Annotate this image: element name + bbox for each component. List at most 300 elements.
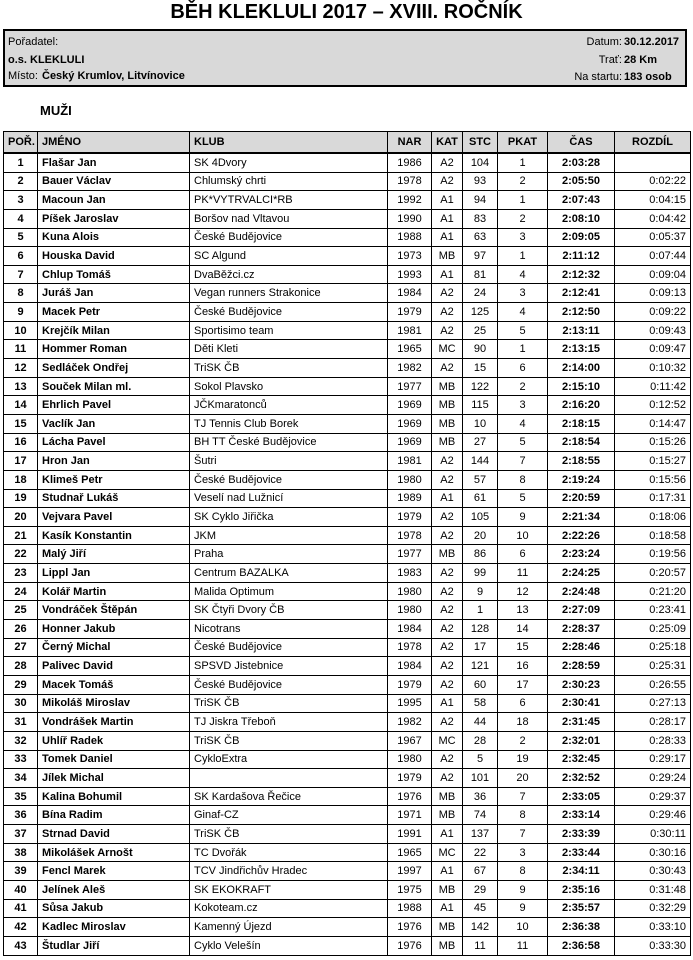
name-cell: Krejčík Milan [38, 321, 190, 340]
difference-cell: 0:10:32 [615, 359, 691, 378]
category-cell: A2 [432, 303, 463, 322]
category-cell: A2 [432, 564, 463, 583]
category-cell: A2 [432, 452, 463, 471]
category-cell: A2 [432, 508, 463, 527]
club-cell: PK*VYTRVALCI*RB [190, 191, 388, 210]
difference-cell: 0:09:47 [615, 340, 691, 359]
club-cell: CykloExtra [190, 750, 388, 769]
place-value: Český Krumlov, Litvínovice [42, 70, 185, 82]
category-rank-cell: 1 [498, 153, 548, 172]
category-rank-cell: 8 [498, 862, 548, 881]
category-cell: A2 [432, 321, 463, 340]
club-cell: České Budějovice [190, 470, 388, 489]
category-rank-cell: 6 [498, 545, 548, 564]
time-cell: 2:32:45 [548, 750, 615, 769]
table-row [4, 303, 691, 322]
table-row [4, 153, 691, 172]
category-rank-cell: 4 [498, 414, 548, 433]
start-number-cell: 15 [463, 359, 498, 378]
category-rank-cell: 19 [498, 750, 548, 769]
name-cell: Fencl Marek [38, 862, 190, 881]
time-cell: 2:31:45 [548, 713, 615, 732]
date-label: Datum: [586, 36, 622, 48]
category-cell: A2 [432, 601, 463, 620]
name-cell: Lácha Pavel [38, 433, 190, 452]
difference-cell: 0:04:42 [615, 209, 691, 228]
category-cell: MB [432, 396, 463, 415]
club-cell: TriSK ČB [190, 694, 388, 713]
difference-cell: 0:20:57 [615, 564, 691, 583]
starters-value: 183 osob [624, 71, 672, 83]
category-cell: A2 [432, 657, 463, 676]
name-cell: Jelínek Aleš [38, 880, 190, 899]
name-cell: Uhlíř Radek [38, 731, 190, 750]
time-cell: 2:27:09 [548, 601, 615, 620]
rank-cell: 3 [4, 191, 38, 210]
table-row [4, 657, 691, 676]
difference-cell: 0:27:13 [615, 694, 691, 713]
category-rank-cell: 3 [498, 843, 548, 862]
name-cell: Strnad David [38, 825, 190, 844]
category-cell: MB [432, 414, 463, 433]
difference-cell: 0:18:06 [615, 508, 691, 527]
rank-cell: 2 [4, 172, 38, 191]
category-cell: A1 [432, 694, 463, 713]
difference-cell: 0:25:09 [615, 620, 691, 639]
club-cell: BH TT České Budějovice [190, 433, 388, 452]
table-row [4, 936, 691, 955]
club-cell: Sokol Plavsko [190, 377, 388, 396]
start-number-cell: 81 [463, 265, 498, 284]
time-cell: 2:32:01 [548, 731, 615, 750]
start-number-cell: 121 [463, 657, 498, 676]
category-cell: A2 [432, 713, 463, 732]
birth-year-cell: 1965 [388, 843, 432, 862]
start-number-cell: 25 [463, 321, 498, 340]
table-row [4, 545, 691, 564]
table-row [4, 620, 691, 639]
start-number-cell: 60 [463, 675, 498, 694]
table-row [4, 321, 691, 340]
difference-cell: 0:02:22 [615, 172, 691, 191]
table-row [4, 638, 691, 657]
time-cell: 2:35:16 [548, 880, 615, 899]
birth-year-cell: 1992 [388, 191, 432, 210]
rank-cell: 13 [4, 377, 38, 396]
table-row [4, 508, 691, 527]
rank-cell: 6 [4, 247, 38, 266]
club-cell: Nicotrans [190, 620, 388, 639]
time-cell: 2:33:44 [548, 843, 615, 862]
birth-year-cell: 1976 [388, 918, 432, 937]
difference-cell: 0:12:52 [615, 396, 691, 415]
rank-cell: 22 [4, 545, 38, 564]
birth-year-cell: 1978 [388, 638, 432, 657]
difference-cell: 0:26:55 [615, 675, 691, 694]
table-row [4, 731, 691, 750]
time-cell: 2:24:48 [548, 582, 615, 601]
time-cell: 2:33:39 [548, 825, 615, 844]
club-cell: SPSVD Jistebnice [190, 657, 388, 676]
table-row [4, 284, 691, 303]
difference-cell: 0:32:29 [615, 899, 691, 918]
difference-cell: 0:25:18 [615, 638, 691, 657]
table-row [4, 489, 691, 508]
start-number-cell: 10 [463, 414, 498, 433]
start-number-cell: 86 [463, 545, 498, 564]
rank-cell: 9 [4, 303, 38, 322]
time-cell: 2:32:52 [548, 769, 615, 788]
category-cell: A1 [432, 862, 463, 881]
start-number-cell: 67 [463, 862, 498, 881]
birth-year-cell: 1997 [388, 862, 432, 881]
start-number-cell: 104 [463, 153, 498, 172]
table-row [4, 675, 691, 694]
category-cell: A2 [432, 172, 463, 191]
birth-year-cell: 1993 [388, 265, 432, 284]
birth-year-cell: 1978 [388, 526, 432, 545]
birth-year-cell: 1988 [388, 228, 432, 247]
difference-cell: 0:09:13 [615, 284, 691, 303]
start-number-cell: 142 [463, 918, 498, 937]
start-number-cell: 97 [463, 247, 498, 266]
time-cell: 2:15:10 [548, 377, 615, 396]
birth-year-cell: 1975 [388, 880, 432, 899]
difference-cell: 0:19:56 [615, 545, 691, 564]
time-cell: 2:34:11 [548, 862, 615, 881]
birth-year-cell: 1980 [388, 750, 432, 769]
name-cell: Vaclík Jan [38, 414, 190, 433]
birth-year-cell: 1979 [388, 508, 432, 527]
table-row [4, 713, 691, 732]
start-number-cell: 122 [463, 377, 498, 396]
time-cell: 2:30:23 [548, 675, 615, 694]
name-cell: Malý Jiří [38, 545, 190, 564]
start-number-cell: 9 [463, 582, 498, 601]
difference-cell: 0:29:24 [615, 769, 691, 788]
rank-cell: 34 [4, 769, 38, 788]
table-row [4, 880, 691, 899]
name-cell: Honner Jakub [38, 620, 190, 639]
table-row [4, 843, 691, 862]
results-table [3, 131, 691, 956]
start-number-cell: 93 [463, 172, 498, 191]
time-cell: 2:23:24 [548, 545, 615, 564]
table-row [4, 470, 691, 489]
club-cell: SK Kardašova Řečice [190, 787, 388, 806]
rank-cell: 21 [4, 526, 38, 545]
rank-cell: 16 [4, 433, 38, 452]
category-rank-cell: 12 [498, 582, 548, 601]
club-cell: Kokoteam.cz [190, 899, 388, 918]
col-header-category: KAT [432, 132, 463, 154]
birth-year-cell: 1980 [388, 470, 432, 489]
time-cell: 2:13:11 [548, 321, 615, 340]
name-cell: Macoun Jan [38, 191, 190, 210]
category-rank-cell: 6 [498, 694, 548, 713]
category-cell: A1 [432, 489, 463, 508]
difference-cell: 0:30:43 [615, 862, 691, 881]
birth-year-cell: 1976 [388, 936, 432, 955]
table-row [4, 769, 691, 788]
category-cell: A1 [432, 265, 463, 284]
birth-year-cell: 1978 [388, 172, 432, 191]
time-cell: 2:21:34 [548, 508, 615, 527]
difference-cell: 0:15:26 [615, 433, 691, 452]
birth-year-cell: 1971 [388, 806, 432, 825]
category-cell: MB [432, 918, 463, 937]
time-cell: 2:11:12 [548, 247, 615, 266]
rank-cell: 18 [4, 470, 38, 489]
time-cell: 2:36:38 [548, 918, 615, 937]
category-cell: MB [432, 806, 463, 825]
time-cell: 2:16:20 [548, 396, 615, 415]
time-cell: 2:12:32 [548, 265, 615, 284]
start-number-cell: 101 [463, 769, 498, 788]
rank-cell: 15 [4, 414, 38, 433]
category-cell: A2 [432, 638, 463, 657]
club-cell: TCV Jindřichův Hradec [190, 862, 388, 881]
category-rank-cell: 9 [498, 880, 548, 899]
name-cell: Kolář Martin [38, 582, 190, 601]
rank-cell: 25 [4, 601, 38, 620]
rank-cell: 23 [4, 564, 38, 583]
club-cell: České Budějovice [190, 228, 388, 247]
col-header-start-number: STC [463, 132, 498, 154]
name-cell: Klimeš Petr [38, 470, 190, 489]
category-cell: A2 [432, 153, 463, 172]
time-cell: 2:18:15 [548, 414, 615, 433]
time-cell: 2:22:26 [548, 526, 615, 545]
starters-label: Na startu: [574, 71, 622, 83]
name-cell: Vejvara Pavel [38, 508, 190, 527]
birth-year-cell: 1980 [388, 582, 432, 601]
club-cell: JKM [190, 526, 388, 545]
club-cell: TriSK ČB [190, 359, 388, 378]
category-cell: A2 [432, 582, 463, 601]
name-cell: Černý Michal [38, 638, 190, 657]
start-number-cell: 128 [463, 620, 498, 639]
birth-year-cell: 1967 [388, 731, 432, 750]
birth-year-cell: 1982 [388, 713, 432, 732]
time-cell: 2:05:50 [548, 172, 615, 191]
category-rank-cell: 16 [498, 657, 548, 676]
category-rank-cell: 7 [498, 825, 548, 844]
start-number-cell: 99 [463, 564, 498, 583]
club-cell: SC Algund [190, 247, 388, 266]
difference-cell: 0:29:17 [615, 750, 691, 769]
name-cell: Lippl Jan [38, 564, 190, 583]
club-cell: České Budějovice [190, 675, 388, 694]
club-cell: Malida Optimum [190, 582, 388, 601]
name-cell: Hommer Roman [38, 340, 190, 359]
rank-cell: 7 [4, 265, 38, 284]
category-rank-cell: 2 [498, 172, 548, 191]
start-number-cell: 27 [463, 433, 498, 452]
start-number-cell: 63 [463, 228, 498, 247]
col-header-time: ČAS [548, 132, 615, 154]
category-cell: A2 [432, 769, 463, 788]
table-row [4, 806, 691, 825]
table-row [4, 433, 691, 452]
track-label: Trať: [598, 54, 622, 66]
category-rank-cell: 1 [498, 247, 548, 266]
name-cell: Houska David [38, 247, 190, 266]
table-row [4, 452, 691, 471]
rank-cell: 40 [4, 880, 38, 899]
difference-cell: 0:15:56 [615, 470, 691, 489]
category-cell: MC [432, 731, 463, 750]
club-cell: Boršov nad Vltavou [190, 209, 388, 228]
rank-cell: 5 [4, 228, 38, 247]
category-rank-cell: 17 [498, 675, 548, 694]
name-cell: Souček Milan ml. [38, 377, 190, 396]
club-cell: SK EKOKRAFT [190, 880, 388, 899]
category-cell: A2 [432, 284, 463, 303]
name-cell: Palivec David [38, 657, 190, 676]
category-rank-cell: 11 [498, 936, 548, 955]
difference-cell: 0:30:16 [615, 843, 691, 862]
name-cell: Sedláček Ondřej [38, 359, 190, 378]
category-rank-cell: 4 [498, 303, 548, 322]
start-number-cell: 29 [463, 880, 498, 899]
rank-cell: 33 [4, 750, 38, 769]
difference-cell: 0:25:31 [615, 657, 691, 676]
time-cell: 2:19:24 [548, 470, 615, 489]
category-cell: MB [432, 936, 463, 955]
birth-year-cell: 1979 [388, 303, 432, 322]
rank-cell: 1 [4, 153, 38, 172]
birth-year-cell: 1984 [388, 620, 432, 639]
club-cell [190, 769, 388, 788]
time-cell: 2:14:00 [548, 359, 615, 378]
time-cell: 2:28:37 [548, 620, 615, 639]
name-cell: Mikolášek Arnošt [38, 843, 190, 862]
difference-cell: 0:29:46 [615, 806, 691, 825]
name-cell: Chlup Tomáš [38, 265, 190, 284]
difference-cell: 0:21:20 [615, 582, 691, 601]
club-cell: JČKmaratonců [190, 396, 388, 415]
category-cell: A1 [432, 209, 463, 228]
time-cell: 2:18:54 [548, 433, 615, 452]
time-cell: 2:30:41 [548, 694, 615, 713]
birth-year-cell: 1973 [388, 247, 432, 266]
category-cell: A2 [432, 470, 463, 489]
category-rank-cell: 5 [498, 433, 548, 452]
club-cell: TriSK ČB [190, 825, 388, 844]
name-cell: Macek Tomáš [38, 675, 190, 694]
start-number-cell: 11 [463, 936, 498, 955]
birth-year-cell: 1984 [388, 657, 432, 676]
start-number-cell: 90 [463, 340, 498, 359]
club-cell: Veselí nad Lužnicí [190, 489, 388, 508]
rank-cell: 11 [4, 340, 38, 359]
category-rank-cell: 2 [498, 731, 548, 750]
category-rank-cell: 9 [498, 899, 548, 918]
page-title: BĚH KLEKLULI 2017 – XVIII. ROČNÍK [170, 1, 523, 23]
category-rank-cell: 1 [498, 340, 548, 359]
name-cell: Tomek Daniel [38, 750, 190, 769]
table-row [4, 750, 691, 769]
category-cell: MC [432, 340, 463, 359]
category-rank-cell: 11 [498, 564, 548, 583]
difference-cell: 0:05:37 [615, 228, 691, 247]
category-rank-cell: 8 [498, 470, 548, 489]
rank-cell: 41 [4, 899, 38, 918]
table-row [4, 694, 691, 713]
table-row [4, 191, 691, 210]
difference-cell: 0:28:17 [615, 713, 691, 732]
name-cell: Flašar Jan [38, 153, 190, 172]
rank-cell: 4 [4, 209, 38, 228]
table-row [4, 899, 691, 918]
difference-cell: 0:09:04 [615, 265, 691, 284]
start-number-cell: 44 [463, 713, 498, 732]
rank-cell: 37 [4, 825, 38, 844]
name-cell: Kalina Bohumil [38, 787, 190, 806]
name-cell: Vondráček Štěpán [38, 601, 190, 620]
birth-year-cell: 1977 [388, 545, 432, 564]
table-row [4, 564, 691, 583]
rank-cell: 36 [4, 806, 38, 825]
rank-cell: 8 [4, 284, 38, 303]
club-cell: Cyklo Velešín [190, 936, 388, 955]
start-number-cell: 61 [463, 489, 498, 508]
rank-cell: 27 [4, 638, 38, 657]
name-cell: Ehrlich Pavel [38, 396, 190, 415]
rank-cell: 42 [4, 918, 38, 937]
time-cell: 2:08:10 [548, 209, 615, 228]
table-row [4, 582, 691, 601]
time-cell: 2:12:41 [548, 284, 615, 303]
category-cell: MB [432, 787, 463, 806]
rank-cell: 30 [4, 694, 38, 713]
rank-cell: 32 [4, 731, 38, 750]
club-cell: Ginaf-CZ [190, 806, 388, 825]
name-cell: Macek Petr [38, 303, 190, 322]
birth-year-cell: 1980 [388, 601, 432, 620]
category-cell: MB [432, 377, 463, 396]
time-cell: 2:12:50 [548, 303, 615, 322]
category-rank-cell: 2 [498, 209, 548, 228]
rank-cell: 39 [4, 862, 38, 881]
name-cell: Bína Radim [38, 806, 190, 825]
birth-year-cell: 1981 [388, 452, 432, 471]
difference-cell [615, 153, 691, 172]
club-cell: SK Cyklo Jiřička [190, 508, 388, 527]
name-cell: Vondrášek Martin [38, 713, 190, 732]
category-rank-cell: 3 [498, 396, 548, 415]
track-value: 28 Km [624, 54, 658, 66]
difference-cell: 0:09:43 [615, 321, 691, 340]
time-cell: 2:33:05 [548, 787, 615, 806]
birth-year-cell: 1979 [388, 675, 432, 694]
start-number-cell: 144 [463, 452, 498, 471]
birth-year-cell: 1969 [388, 396, 432, 415]
category-rank-cell: 2 [498, 377, 548, 396]
club-cell: TC Dvořák [190, 843, 388, 862]
name-cell: Juráš Jan [38, 284, 190, 303]
club-cell: Šutri [190, 452, 388, 471]
place-label: Místo: [8, 70, 38, 82]
rank-cell: 20 [4, 508, 38, 527]
birth-year-cell: 1988 [388, 899, 432, 918]
category-cell: MB [432, 433, 463, 452]
name-cell: Kuna Alois [38, 228, 190, 247]
rank-cell: 35 [4, 787, 38, 806]
club-cell: Chlumský chrti [190, 172, 388, 191]
time-cell: 2:13:15 [548, 340, 615, 359]
